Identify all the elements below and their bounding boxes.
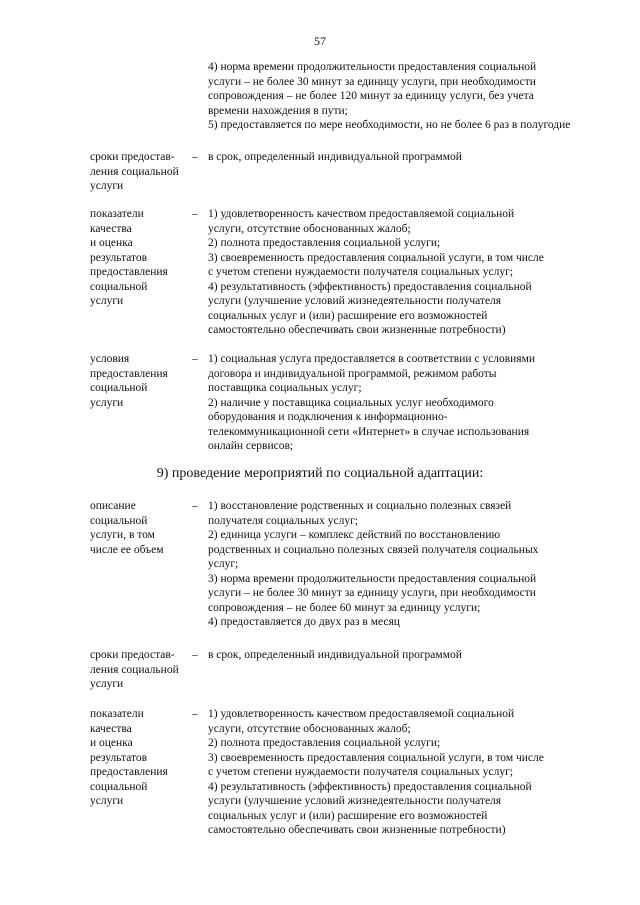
content-line: 2) единица услуги – комплекс действий по восстановлению xyxy=(208,529,501,541)
content-line: с учетом степени нуждаемости получателя социальных услуг; xyxy=(208,766,514,778)
dash: – xyxy=(192,151,198,163)
content-line: получателя социальных услуг; xyxy=(208,514,358,527)
label-line: качества xyxy=(90,722,132,735)
label-line: показатели xyxy=(90,208,144,220)
content-line: 4) результативность (эффективность) предоставления социальной xyxy=(208,780,532,793)
content-line: 1) восстановление родственных и социально полезных связей xyxy=(208,500,512,512)
content-line: 4) результативность (эффективность) предоставления социальной xyxy=(208,280,532,293)
label-line: услуги xyxy=(90,795,124,807)
label-line: сроки предостав- xyxy=(90,151,175,163)
content-line: поставщика социальных услуг; xyxy=(208,382,362,394)
label-line: социальной xyxy=(90,382,148,394)
top-continuation xyxy=(208,60,588,133)
terms-content xyxy=(208,648,588,663)
content-line: договора и индивидуальной программой, режимом работы xyxy=(208,367,497,380)
terms-label xyxy=(90,150,190,194)
label-line: ления социальной xyxy=(90,165,179,178)
content-line: услуги (улучшение условий жизнедеятельности получателя xyxy=(208,795,502,807)
content-line: 4) предоставляется до двух раз в месяц xyxy=(208,616,400,628)
dash: – xyxy=(192,500,198,512)
label-line: качества xyxy=(90,222,132,235)
content-line: 1) удовлетворенность качеством предоставляемой социальной xyxy=(208,708,515,720)
content-line: услуги, отсутствие обоснованных жалоб; xyxy=(208,722,411,735)
dash: – xyxy=(192,353,198,365)
label-line: результатов xyxy=(90,251,148,264)
quality-indicators-label xyxy=(90,207,190,309)
content-line: 3) своевременность предоставления социальной услуги, в том числе xyxy=(208,251,544,264)
label-line: предоставления xyxy=(90,266,168,278)
content-line: с учетом степени нуждаемости получателя социальных услуг; xyxy=(208,266,514,278)
label-line: услуги xyxy=(90,678,124,690)
content-line: самостоятельно обеспечивать свои жизненные потребности) xyxy=(208,824,506,836)
quality-indicators-content xyxy=(208,707,588,838)
label-line: услуги xyxy=(90,180,124,192)
content-line: 3) своевременность предоставления социальной услуги, в том числе xyxy=(208,751,544,764)
label-line: услуги xyxy=(90,295,124,307)
label-line: ления социальной xyxy=(90,663,179,676)
continuation-line: 5) предоставляется по мере необходимости, но не более 6 раз в полугодие xyxy=(208,119,571,131)
conditions-label xyxy=(90,352,190,410)
label-line: предоставления xyxy=(90,367,168,380)
page-number: 57 xyxy=(314,34,326,48)
section-heading: 9) проведение мероприятий по социальной адаптации: xyxy=(156,466,484,481)
description-label xyxy=(90,499,190,557)
content-line: услуг; xyxy=(208,558,239,570)
terms-label xyxy=(90,648,190,692)
label-line: услуги xyxy=(90,396,124,409)
label-line: условия xyxy=(90,353,130,365)
content-line: сопровождения – не более 60 минут за единицу услуги; xyxy=(208,601,481,614)
content-line: 3) норма времени продолжительности предоставления социальной xyxy=(208,572,537,585)
continuation-line: времени нахождения в пути; xyxy=(208,104,348,117)
content-line: оборудования и подключения к информационно- xyxy=(208,411,448,423)
label-line: сроки предостав- xyxy=(90,649,175,661)
content-line: в срок, определенный индивидуальной программой xyxy=(208,649,462,661)
content-line: 2) полнота предоставления социальной услуги; xyxy=(208,737,441,749)
content-line: 2) наличие у поставщика социальных услуг необходимого xyxy=(208,396,494,409)
label-line: и оценка xyxy=(90,237,133,249)
continuation-line: сопровождения – не более 120 минут за единицу услуги, без учета xyxy=(208,90,534,102)
label-line: социальной xyxy=(90,780,148,793)
content-line: социальных услуг и (или) расширение его возможностей xyxy=(208,809,488,822)
label-line: показатели xyxy=(90,708,144,720)
content-line: социальных услуг и (или) расширение его возможностей xyxy=(208,309,488,322)
label-line: описание xyxy=(90,500,136,512)
content-line: 1) удовлетворенность качеством предоставляемой социальной xyxy=(208,208,515,220)
label-line: результатов xyxy=(90,751,148,764)
content-line: родственных и социально полезных связей получателя социальных xyxy=(208,543,539,556)
dash: – xyxy=(192,208,198,220)
continuation-line: 4) норма времени продолжительности предоставления социальной xyxy=(208,61,537,73)
content-line: телекоммуникационной сети «Интернет» в случае использования xyxy=(208,425,530,438)
label-line: социальной xyxy=(90,514,148,527)
terms-content xyxy=(208,150,588,165)
content-line: услуги – не более 30 минут за единицу услуги, при необходимости xyxy=(208,587,536,599)
content-line: в срок, определенный индивидуальной программой xyxy=(208,151,462,163)
label-line: услуги, в том xyxy=(90,529,155,541)
label-line: и оценка xyxy=(90,737,133,749)
description-content xyxy=(208,499,588,630)
content-line: услуги (улучшение условий жизнедеятельности получателя xyxy=(208,295,502,307)
content-line: 1) социальная услуга предоставляется в соответствии с условиями xyxy=(208,353,536,365)
dash: – xyxy=(192,708,198,720)
label-line: предоставления xyxy=(90,766,168,778)
content-line: самостоятельно обеспечивать свои жизненные потребности) xyxy=(208,324,506,336)
quality-indicators-label xyxy=(90,707,190,809)
content-line: 2) полнота предоставления социальной услуги; xyxy=(208,237,441,249)
content-line: услуги, отсутствие обоснованных жалоб; xyxy=(208,222,411,235)
content-line: онлайн сервисов; xyxy=(208,440,294,452)
conditions-content xyxy=(208,352,588,454)
quality-indicators-content xyxy=(208,207,588,338)
continuation-line: услуги – не более 30 минут за единицу услуги, при необходимости xyxy=(208,75,536,88)
label-line: числе ее объем xyxy=(90,543,164,556)
label-line: социальной xyxy=(90,280,148,293)
dash: – xyxy=(192,649,198,661)
